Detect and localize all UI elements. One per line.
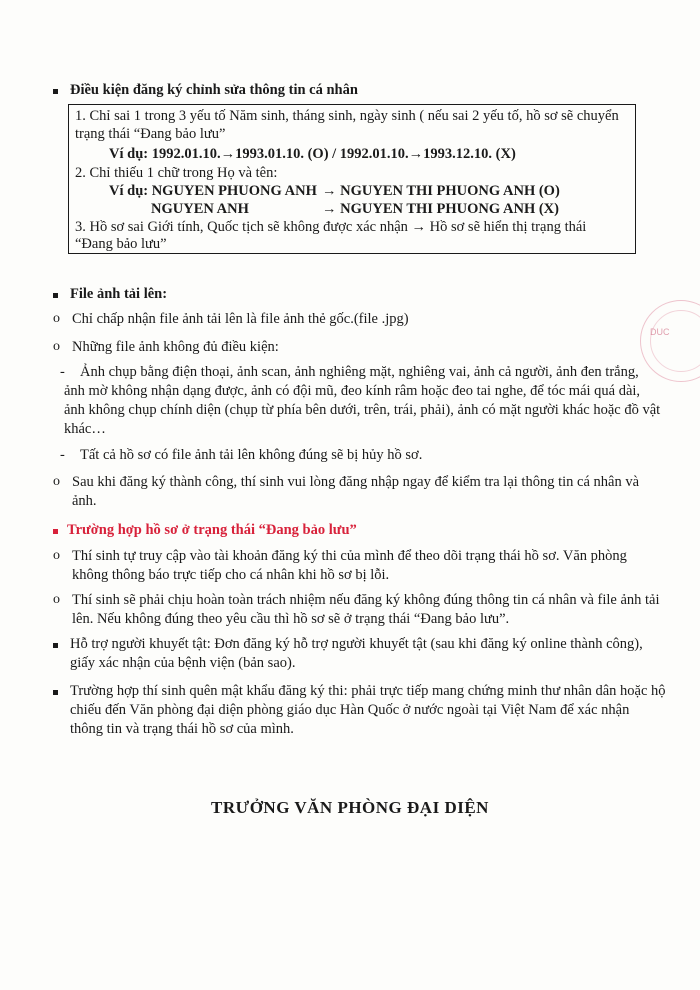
section-3-title: Trường hợp hồ sơ ở trạng thái “Đang bảo lưu” xyxy=(67,522,357,538)
disability-support-line-2: giấy xác nhận của bệnh viện (bản sao). xyxy=(70,655,296,671)
post-registration-note-line-2: ảnh. xyxy=(72,493,97,509)
forgot-password-line-1: Trường hợp thí sinh quên mật khẩu đăng ký thi: phải trực tiếp mang chứng minh thư nhân dân hoặc hộ xyxy=(70,683,666,699)
box-line-3: 2. Chỉ thiếu 1 chữ trong Họ và tên: xyxy=(75,165,278,181)
box-example-2b-left: NGUYEN ANH xyxy=(151,201,249,217)
circle-bullet-icon: o xyxy=(53,474,60,489)
dash-bullet-icon: - xyxy=(60,447,65,463)
box-example-2b-right: → NGUYEN THI PHUONG ANH (X) xyxy=(322,201,559,217)
forgot-password-line-3: thông tin và trạng thái hồ sơ của mình. xyxy=(70,721,294,737)
reserved-status-note-2-line-2: lên. Nếu không đúng theo yêu cầu thì hồ sơ sẽ ở trạng thái “Đang bảo lưu”. xyxy=(72,611,510,627)
invalid-photo-consequence: Tất cả hồ sơ có file ảnh tải lên không đúng sẽ bị hủy hồ sơ. xyxy=(80,447,423,463)
square-bullet-icon xyxy=(53,89,58,94)
stamp-text: DUC xyxy=(650,327,670,337)
box-example-2a-right: → NGUYEN THI PHUONG ANH (O) xyxy=(322,183,560,199)
circle-bullet-icon: o xyxy=(53,548,60,563)
reserved-status-note-1-line-1: Thí sinh tự truy cập vào tài khoản đăng ký thi của mình để theo dõi trạng thái hồ sơ. Văn phòng xyxy=(72,548,627,564)
square-bullet-icon xyxy=(53,643,58,648)
reserved-status-note-2-line-1: Thí sinh sẽ phải chịu hoàn toàn trách nhiệm nếu đăng ký không đúng thông tin cá nhân và file ảnh tải xyxy=(72,592,660,608)
box-example-2a-left: Ví dụ: NGUYEN PHUONG ANH xyxy=(109,183,317,199)
box-line-4: 3. Hồ sơ sai Giới tính, Quốc tịch sẽ không được xác nhận → Hồ sơ sẽ hiển thị trạng thái xyxy=(75,219,587,235)
invalid-photo-line-1: Ảnh chụp bằng điện thoại, ảnh scan, ảnh nghiêng mặt, nghiêng vai, ảnh cả người, ảnh đen trắng, xyxy=(80,364,639,380)
upload-rule-1: Chỉ chấp nhận file ảnh tải lên là file ảnh thẻ gốc.(file .jpg) xyxy=(72,311,409,327)
invalid-photo-line-3: ảnh không chụp chính diện (chụp từ phía bên dưới, trên, trái, phải), ảnh có mặt người khác hoặc đồ vật xyxy=(64,402,661,418)
circle-bullet-icon: o xyxy=(53,592,60,607)
invalid-photo-line-2: ảnh mờ không nhận dạng được, ảnh có đội mũ, đeo kính râm hoặc đeo tai nghe, để tóc mái quá dài, xyxy=(64,383,641,399)
signature-title: TRƯỞNG VĂN PHÒNG ĐẠI DIỆN xyxy=(211,798,489,817)
square-bullet-icon xyxy=(53,690,58,695)
invalid-photo-line-4: khác… xyxy=(64,421,106,437)
post-registration-note-line-1: Sau khi đăng ký thành công, thí sinh vui lòng đăng nhập ngay để kiểm tra lại thông tin cá nhân và xyxy=(72,474,640,490)
forgot-password-line-2: chiếu đến Văn phòng đại diện phòng giáo dục Hàn Quốc ở nước ngoài tại Việt Nam để xác nhận xyxy=(70,702,630,718)
section-2-title: File ảnh tải lên: xyxy=(70,286,168,302)
circle-bullet-icon: o xyxy=(53,311,60,326)
section-1-title: Điều kiện đăng ký chỉnh sửa thông tin cá nhân xyxy=(70,82,358,98)
box-line-5: “Đang bảo lưu” xyxy=(75,236,167,252)
box-line-2: trạng thái “Đang bảo lưu” xyxy=(75,126,226,142)
reserved-status-note-1-line-2: không thông báo trực tiếp cho cá nhân khi hồ sơ bị lỗi. xyxy=(72,567,390,583)
circle-bullet-icon: o xyxy=(53,339,60,354)
box-line-1: 1. Chỉ sai 1 trong 3 yếu tố Năm sinh, tháng sinh, ngày sinh ( nếu sai 2 yếu tố, hồ sơ sẽ chuyển xyxy=(75,108,619,124)
disability-support-line-1: Hỗ trợ người khuyết tật: Đơn đăng ký hỗ trợ người khuyết tật (sau khi đăng ký online thành công), xyxy=(70,636,643,652)
square-bullet-icon xyxy=(53,529,58,534)
box-example-1: Ví dụ: 1992.01.10.→1993.01.10. (O) / 1992.01.10.→1993.12.10. (X) xyxy=(109,146,516,162)
dash-bullet-icon: - xyxy=(60,364,65,380)
square-bullet-icon xyxy=(53,293,58,298)
upload-rule-2: Những file ảnh không đủ điều kiện: xyxy=(72,339,279,355)
